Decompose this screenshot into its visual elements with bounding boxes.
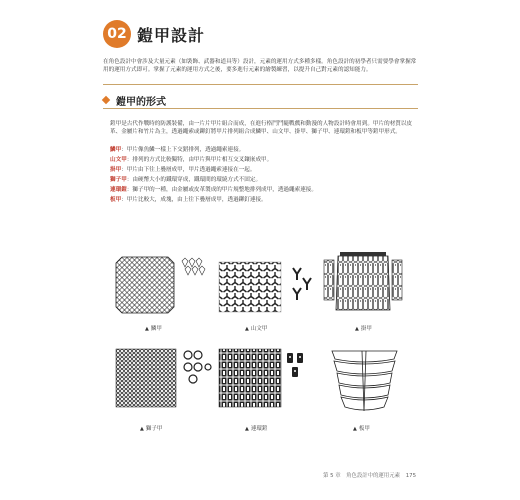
definition-item <box>110 185 415 195</box>
definition-text: ：獅子甲的一種，由金屬或皮革製成的甲片規整地排列成甲，透過繩索連接。 <box>126 187 317 193</box>
definition-term: 山文甲 <box>110 157 127 163</box>
definition-item <box>110 165 415 175</box>
section-divider <box>103 108 418 109</box>
intro-paragraph: 在角色設計中會涉及大量元素（如裝飾、武器和道具等）設計，元素的運用方式多種多樣。角色設計的初學者只需要學會掌握常用的運用方式即可。掌握了元素的運用方式之後，要多進行元素的繪製練習，以提升自己對元素的認知能力。 <box>103 59 417 74</box>
definition-text: ：甲片比較大，成塊，由上往下疊層成甲，透過鉚釘連接。 <box>121 197 267 203</box>
mountain-pattern-armor-illustration <box>215 258 315 318</box>
chapter-number: 02 <box>107 26 127 42</box>
figure-caption: ▲ 掛甲 <box>355 326 372 332</box>
divider <box>103 84 418 85</box>
page-footer <box>323 471 416 479</box>
definition-term: 板甲 <box>110 197 122 203</box>
definition-list <box>110 145 415 205</box>
definition-term: 鱗甲 <box>110 147 122 153</box>
plate-armor-illustration <box>322 345 417 415</box>
ring-armor-illustration <box>112 345 212 410</box>
diamond-icon <box>102 96 110 104</box>
definition-text: ：由硬幣大小的鐵環穿成，鐵環間的環繞方式不固定。 <box>126 177 262 183</box>
footer-chapter: 第 5 章 角色設計中的運用元素 <box>323 473 400 479</box>
definition-term: 獅子甲 <box>110 177 127 183</box>
figure-caption: ▲ 連環鎧 <box>245 426 268 432</box>
figure-caption: ▲ 山文甲 <box>245 326 268 332</box>
definition-item <box>110 155 415 165</box>
definition-item <box>110 195 415 205</box>
definition-text: ：甲片由下往上疊層成甲，甲片透過繩索連接在一起。 <box>121 167 256 173</box>
definition-text: ：排列的方式比較獨特，由甲片與甲片相互交叉鑲嵌成甲。 <box>126 157 273 163</box>
page-title: 鎧甲設計 <box>137 26 206 45</box>
chapter-number-badge <box>103 20 131 48</box>
lamellar-armor-illustration <box>318 250 418 320</box>
figure-caption: ▲ 獅子甲 <box>140 426 163 432</box>
definition-term: 掛甲 <box>110 167 122 173</box>
section-body: 鎧甲是古代作戰時的防護裝備，由一片片甲片組合而成，在進行格鬥鬥隨戰戲和動漫的人物設計時會用到。甲片的材質以皮革、金屬片和竹片為主，透過繩索或鉚釘將甲片排列組合成鱗甲、山文甲、掛甲、獅子甲、連環鎧和板甲等鎧甲形式。 <box>110 121 413 136</box>
scale-armor-illustration <box>112 255 212 315</box>
definition-item <box>110 175 415 185</box>
definition-text: ：甲片像魚鱗一樣上下交錯排列，透過繩索連接。 <box>121 147 245 153</box>
chain-link-armor-illustration <box>215 345 315 410</box>
figure-caption: ▲ 板甲 <box>353 426 370 432</box>
figure-caption: ▲ 鱗甲 <box>145 326 162 332</box>
section-title: 鎧甲的形式 <box>116 97 166 108</box>
definition-item <box>110 145 415 155</box>
page-number: 175 <box>405 473 416 479</box>
definition-term: 連環鎧 <box>110 187 127 193</box>
